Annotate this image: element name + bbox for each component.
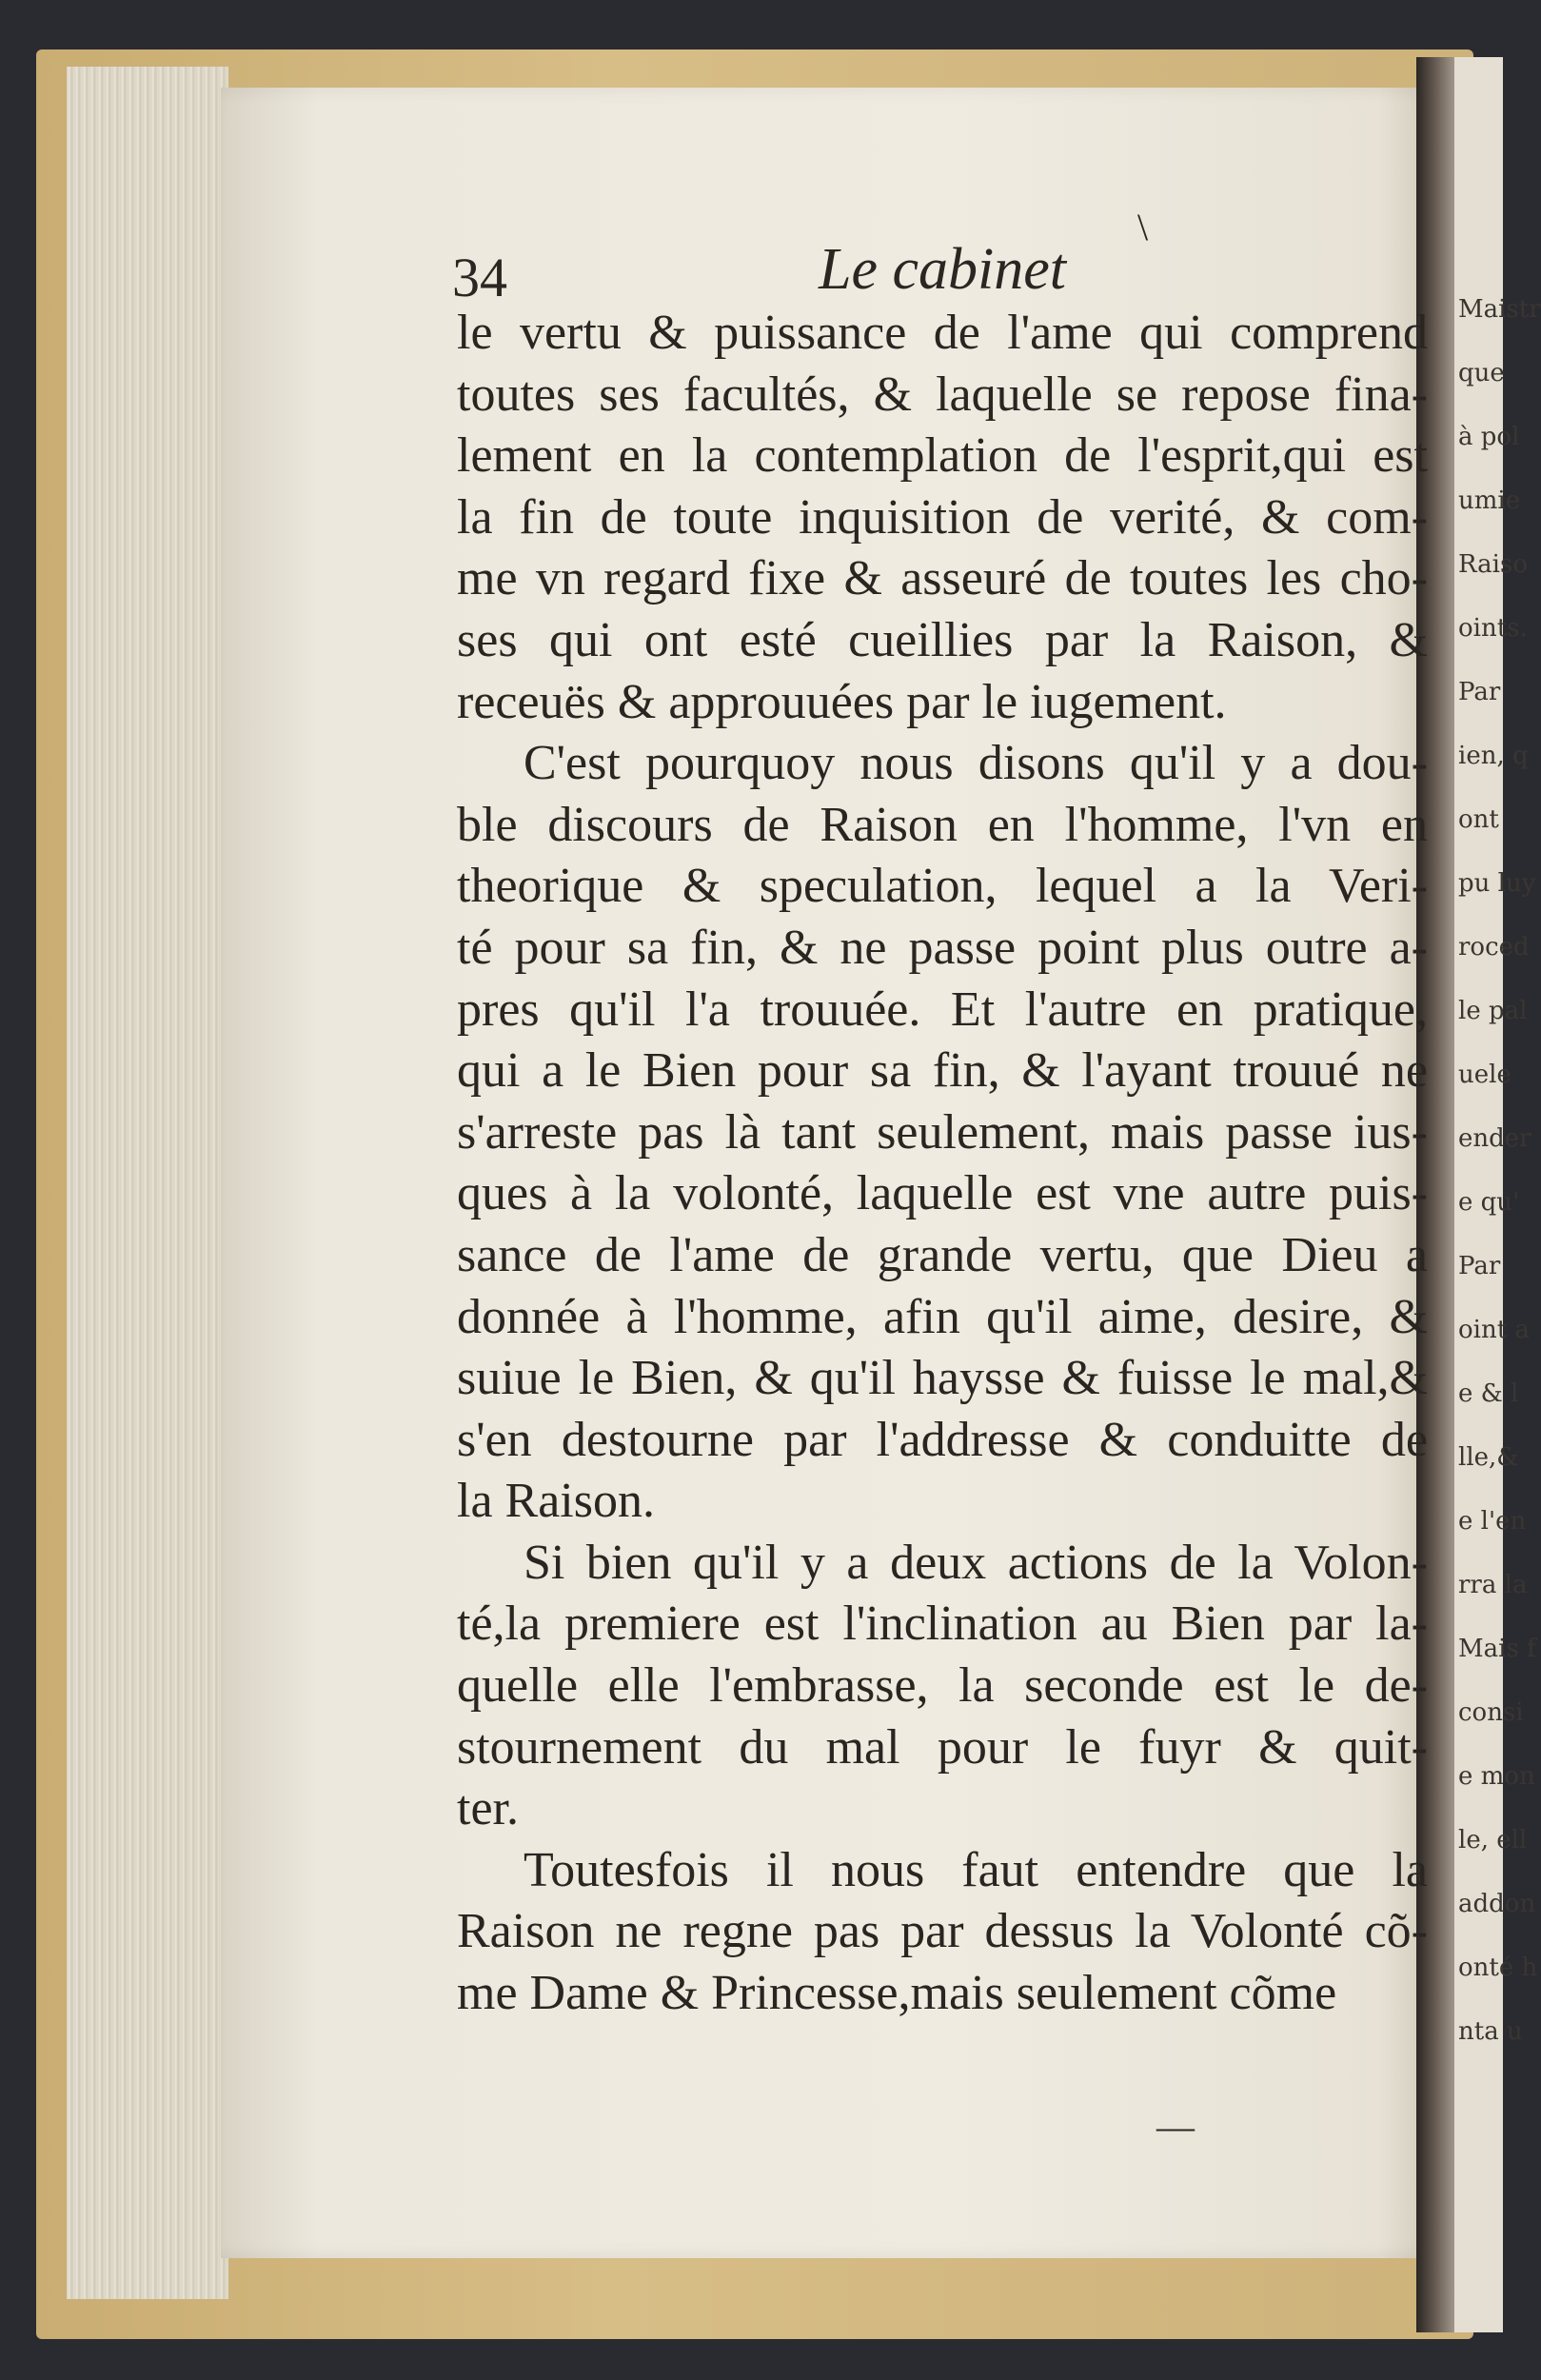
- next-page-fragment: addon: [1458, 1890, 1536, 1918]
- text-line: la fin de toute inquisition de verité, & com-: [457, 489, 1428, 545]
- next-page-fragment: pu luy: [1458, 869, 1536, 898]
- text-line: ses qui ont esté cueillies par la Raison, &: [457, 612, 1428, 667]
- text-line: qui a le Bien pour sa fin, & l'ayant trouué ne: [457, 1043, 1428, 1099]
- text-line: ques à la volonté, laquelle est vne autre puis-: [457, 1166, 1428, 1221]
- page-edges: [67, 67, 228, 2299]
- text-line: Raison ne regne pas par dessus la Volonté cõ-: [457, 1904, 1428, 1959]
- page-number: 34: [452, 247, 507, 308]
- catchword: —: [1156, 2105, 1195, 2148]
- next-page-fragment: ien, q: [1458, 742, 1529, 770]
- text-line: sance de l'ame de grande vertu, que Dieu a: [457, 1227, 1428, 1282]
- text-line: stournement du mal pour le fuyr & quit-: [457, 1719, 1428, 1775]
- next-page-fragment: Maistr: [1458, 295, 1541, 324]
- next-page-fragment: ont: [1458, 805, 1499, 834]
- next-page-fragment: Mais f: [1458, 1635, 1536, 1663]
- text-line: té pour sa fin, & ne passe point plus outre a-: [457, 920, 1428, 975]
- text-line: s'en destourne par l'addresse & conduitte de: [457, 1412, 1428, 1467]
- page-header: [452, 228, 1432, 308]
- text-line: pres qu'il l'a trouuée. Et l'autre en pratique,: [457, 982, 1428, 1037]
- next-page-fragment: Par: [1458, 1252, 1501, 1280]
- text-line: receuës & approuuées par le iugement.: [457, 674, 1227, 729]
- text-line: C'est pourquoy nous disons qu'il y a dou-: [524, 736, 1428, 791]
- next-page-fragment: ender: [1458, 1124, 1531, 1153]
- next-page-fragment: Raiso: [1458, 550, 1528, 579]
- next-page-fragment: à pol: [1458, 423, 1520, 451]
- text-line: s'arreste pas là tant seulement, mais passe ius-: [457, 1104, 1428, 1160]
- text-line: ble discours de Raison en l'homme, l'vn en: [457, 797, 1428, 852]
- body-text: [457, 303, 1428, 2025]
- next-page-fragment: le pal: [1458, 997, 1528, 1025]
- next-page-fragment: uele: [1458, 1061, 1511, 1089]
- next-page-edge: [1454, 57, 1541, 2332]
- next-page-fragment: e l'en: [1458, 1507, 1527, 1536]
- text-line: me Dame & Princesse,mais seulement cõme: [457, 1966, 1337, 2021]
- text-line: theorique & speculation, lequel a la Veri-: [457, 859, 1428, 914]
- text-line: me vn regard fixe & asseuré de toutes les cho-: [457, 551, 1428, 606]
- text-line: Si bien qu'il y a deux actions de la Volon-: [524, 1535, 1428, 1590]
- text-line: la Raison.: [457, 1474, 655, 1529]
- next-page-fragment: e mon: [1458, 1762, 1535, 1791]
- text-line: Toutesfois il nous faut entendre que la: [524, 1842, 1428, 1897]
- stray-mark: \: [1137, 206, 1149, 248]
- text-line: suiue le Bien, & qu'il haysse & fuisse le mal,&: [457, 1351, 1428, 1406]
- text-line: toutes ses facultés, & laquelle se repose fina-: [457, 367, 1428, 422]
- next-page-fragment: umie: [1458, 486, 1521, 515]
- next-page-fragment: e & l: [1458, 1379, 1519, 1408]
- next-page-fragment: le, ell: [1458, 1826, 1528, 1854]
- text-line: quelle elle l'embrasse, la seconde est le de-: [457, 1658, 1428, 1714]
- text-line: té,la premiere est l'inclination au Bien par la-: [457, 1597, 1428, 1652]
- running-title: Le cabinet: [819, 237, 1066, 302]
- next-page-fragment: consi: [1458, 1698, 1524, 1727]
- next-page-fragment: lle,&: [1458, 1443, 1519, 1472]
- next-page-fragment: oints.: [1458, 614, 1528, 643]
- next-page-fragment: rra la: [1458, 1571, 1528, 1599]
- next-page-fragment: roced: [1458, 933, 1530, 962]
- text-line: ter.: [457, 1781, 519, 1836]
- next-page-fragment: que: [1458, 359, 1505, 387]
- text-line: lement en la contemplation de l'esprit,qui est: [457, 428, 1428, 484]
- next-page-fragment: oint a: [1458, 1316, 1530, 1344]
- next-page-fragment: Par: [1458, 678, 1501, 706]
- next-page-fragment: e qu': [1458, 1188, 1520, 1217]
- text-line: donnée à l'homme, afin qu'il aime, desire, &: [457, 1289, 1428, 1344]
- next-page-fragment: onté h: [1458, 1954, 1538, 1982]
- next-page-fragment: nta u: [1458, 2017, 1523, 2046]
- text-line: le vertu & puissance de l'ame qui comprend: [457, 306, 1428, 360]
